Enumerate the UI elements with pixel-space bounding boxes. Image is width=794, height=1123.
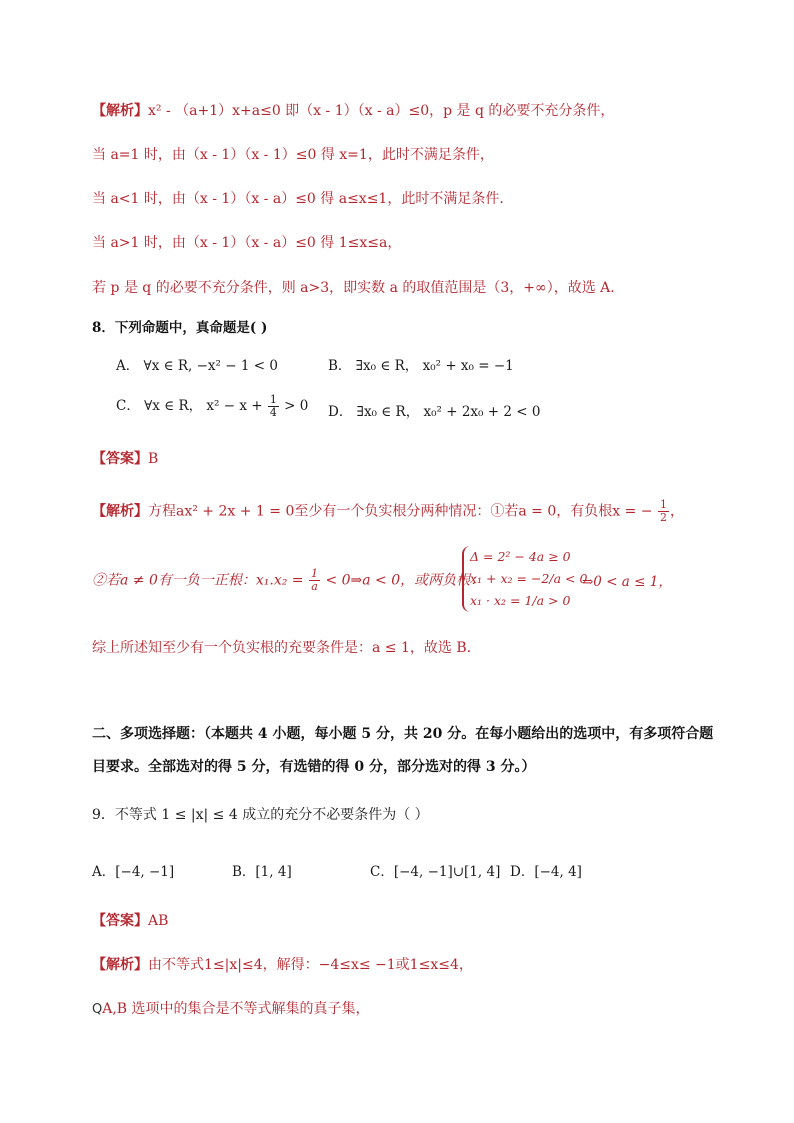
q9-option-b: B．[1, 4] — [232, 864, 292, 880]
equation-system — [462, 546, 587, 612]
system-row: x₁ + x₂ = −2/a < 0 — [470, 571, 588, 586]
q7-conclusion: 若 p 是 q 的必要不充分条件，则 a>3，即实数 a 的取值范围是（3，+∞），故选 A. — [92, 280, 615, 296]
section2-title-line2: 目要求。全部选对的得 5 分，有选错的得 0 分，部分选对的得 3 分。） — [92, 759, 536, 775]
q9-stem: 9．不等式 1 ≤ |x| ≤ 4 成立的充分不必要条件为（ ） — [92, 807, 429, 823]
q8-answer: B — [148, 451, 159, 467]
because-icon: Q — [92, 1002, 103, 1017]
analysis-tag: 【解析】 — [92, 103, 148, 119]
q8-option-b: B． ∃x₀ ∈ R， x₀² + x₀ = −1 — [328, 358, 514, 374]
system-row: Δ = 2² − 4a ≥ 0 — [470, 549, 571, 564]
q7-analysis-line1 — [92, 101, 734, 121]
answer-tag: 【答案】 — [92, 913, 148, 929]
q9-option-d: D．[−4, 4] — [510, 864, 582, 880]
q8-answer-line — [92, 449, 734, 469]
q9-analysis-line2: QA,B 选项中的集合是不等式解集的真子集， — [92, 1001, 370, 1017]
q8-summary: 综上所述知至少有一个负实根的充要条件是：a ≤ 1，故选 B. — [92, 640, 472, 656]
q8-stem: 8．下列命题中，真命题是( ) — [92, 320, 268, 336]
analysis-tag: 【解析】 — [92, 957, 148, 973]
q9-option-a: A．[−4, −1] — [92, 864, 175, 880]
answer-tag: 【答案】 — [92, 451, 148, 467]
q9-analysis-line1: 【解析】由不等式1≤|x|≤4，解得：−4≤x≤ −1或1≤x≤4， — [92, 957, 473, 973]
q9-answer-line — [92, 911, 734, 931]
section2-title-line1: 二、多项选择题：（本题共 4 小题，每小题 5 分，共 20 分。在每小题给出的选项中，有多项符合题 — [92, 726, 714, 742]
q9-option-c: C．[−4, −1]∪[1, 4] — [370, 864, 501, 880]
q7-case3: 当 a>1 时，由（x - 1）（x - a）≤0 得 1≤x≤a， — [92, 235, 402, 251]
system-result: ⇒0 < a ≤ 1， — [582, 574, 672, 590]
q9-answer: AB — [148, 913, 169, 929]
q8-analysis-line2: ②若a ≠ 0有一负一正根：x₁.x₂ = $\frac{1}{a}$ < 0⇒a < 0，或两负根： — [92, 567, 485, 593]
q7-analysis-text: x² - （a+1）x+a≤0 即（x - 1）（x - a）≤0，p 是 q 的必要不充分条件， — [148, 103, 615, 119]
q8-option-d: D． ∃x₀ ∈ R， x₀² + 2x₀ + 2 < 0 — [328, 404, 541, 420]
q7-case1: 当 a=1 时，由（x - 1）（x - 1）≤0 得 x=1，此时不满足条件， — [92, 147, 494, 163]
q8-option-c: C． ∀x ∈ R， x² − x + $\frac{1}{4}$ > 0 — [116, 393, 309, 419]
fraction: $\frac{1}{a}$ — [310, 567, 318, 593]
q8-analysis-line1: 【解析】方程ax² + 2x + 1 = 0至少有一个负实根分两种情况：①若a = 0，有负根x = − $\frac{1}{2}$ ， — [92, 498, 684, 524]
fraction: $\frac{1}{4}$ — [269, 393, 277, 419]
analysis-tag: 【解析】 — [92, 503, 148, 520]
fraction: $\frac{1}{2}$ — [659, 498, 667, 524]
q8-option-a: A． ∀x ∈ R, −x² − 1 < 0 — [116, 358, 278, 374]
q7-case2: 当 a<1 时，由（x - 1）（x - a）≤0 得 a≤x≤1，此时不满足条件． — [92, 191, 514, 207]
system-row: x₁ · x₂ = 1/a > 0 — [470, 593, 571, 608]
